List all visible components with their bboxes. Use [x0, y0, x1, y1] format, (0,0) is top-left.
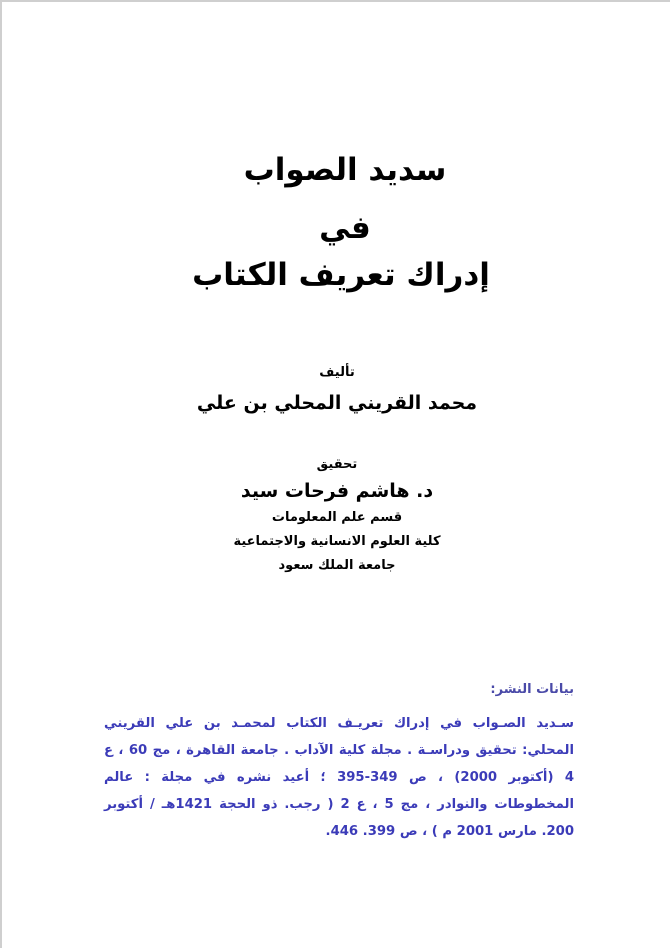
publication-details: سـديد الصـواب في إدراك تعريـف الكتاب لمحمـد بن علي القريني المحلي: تحقيق ودراسـة . مجلة كلية الآداب . جامعة القاهرة ، مج 60 ، ع 4 (أكتوبر 2000) ، ص 349-395 ؛ أعيد نشره في مجلة : عالم المخطوطات والنوادر ، مج 5 ، ع 2 ( رجب. ذو الحجة 1421هـ / أكتوبر 200. مارس 2001 م ) ، ص 399. 446.: [104, 716, 574, 839]
title-line-1: سديد الصواب: [243, 152, 447, 188]
title-line-2: في: [319, 210, 371, 246]
editor-label: تحقيق: [316, 457, 358, 472]
editor-university: جامعة الملك سعود: [278, 558, 396, 573]
publication-heading: بيانات النشر:: [490, 682, 574, 697]
author-name: محمد القريني المحلي بن علي: [196, 392, 478, 414]
editor-name: د. هاشم فرحات سيد: [240, 480, 434, 502]
author-label: تأليف: [319, 365, 355, 380]
editor-college: كلية العلوم الانسانية والاجتماعية: [233, 534, 441, 549]
title-line-3: إدراك تعريف الكتاب: [192, 257, 490, 293]
editor-department: قسم علم المعلومات: [271, 510, 403, 525]
